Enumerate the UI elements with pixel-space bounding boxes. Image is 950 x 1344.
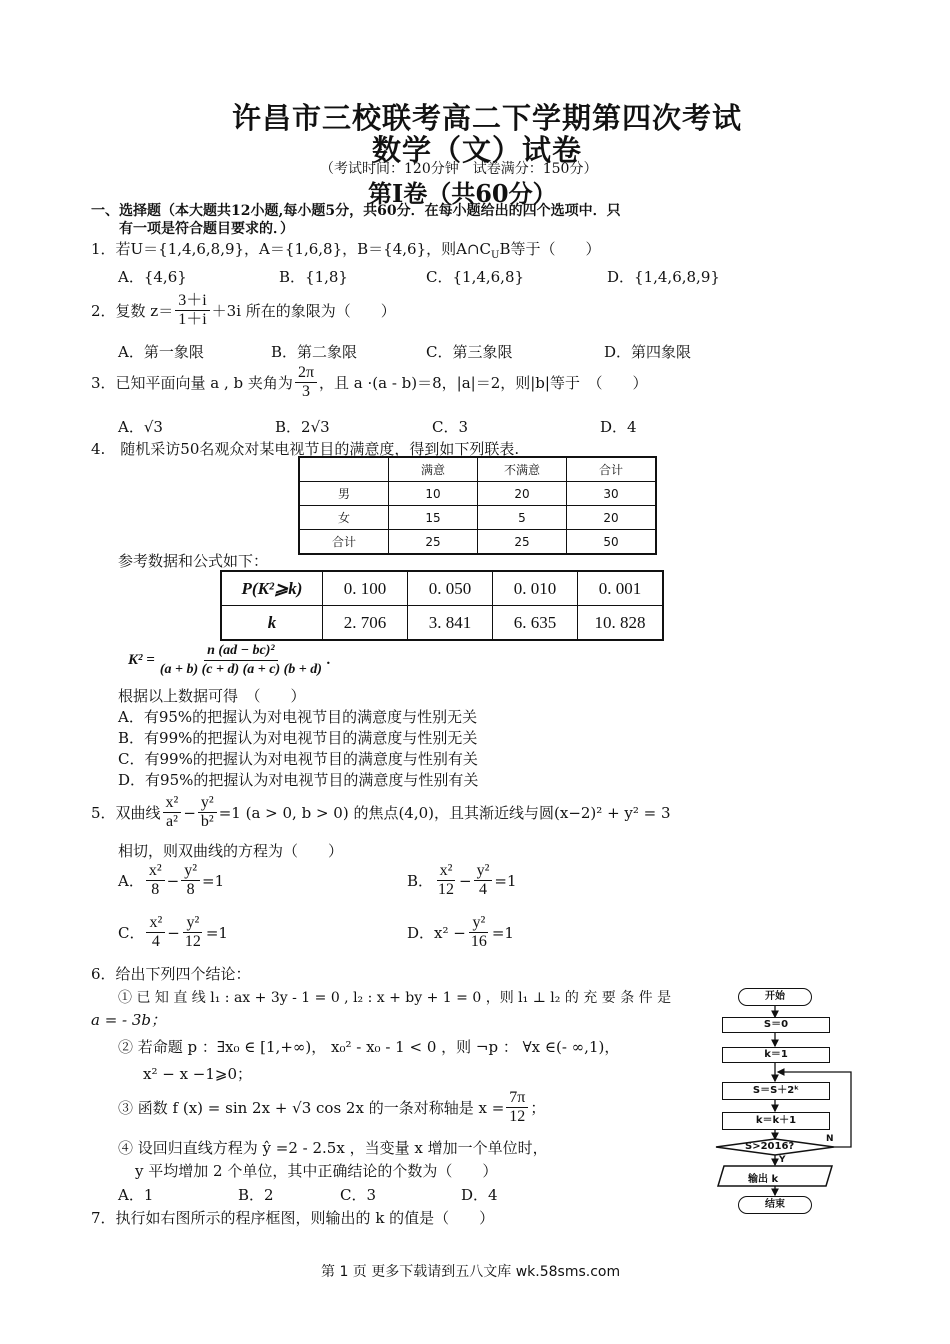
q2-option-c: C．第三象限 [426, 343, 513, 361]
flowchart-init-s: S＝0 [722, 1017, 830, 1033]
table-cell [299, 457, 389, 482]
q6-conclusion-1-line2: a = - 3b； [91, 1011, 167, 1029]
question-5 [91, 794, 671, 831]
table-cell: 女 [299, 506, 389, 530]
frac-num: x² [437, 862, 456, 881]
q6-c3-fraction [506, 1089, 528, 1126]
table-cell: 25 [478, 530, 567, 555]
q6-conclusion-1-line1: ① 已 知 直 线 l₁ : ax + 3y - 1 = 0 , l₂ : x + by + 1 = 0 ，则 l₁ ⊥ l₂ 的 充 要 条 件 是 [118, 990, 672, 1006]
q5-opt-d-label: D．x² − [407, 924, 466, 942]
frac-den: 4 [479, 881, 487, 898]
table-row [299, 482, 656, 506]
page-footer: 第 1 页 更多下载请到五八文库 wk.58sms.com [321, 1264, 621, 1280]
q1-option-a: A．{4,6} [118, 268, 187, 286]
table-row [299, 506, 656, 530]
table-cell: 10. 828 [578, 606, 664, 641]
flowchart-no-label: N [826, 1134, 834, 1144]
table-cell: 2. 706 [323, 606, 408, 641]
q5-opt-a-frac1 [146, 862, 165, 899]
question-3 [91, 364, 647, 401]
exam-info: （考试时间：120分钟 试卷满分：150分） [320, 161, 598, 177]
q4-option-c: C．有99%的把握认为对电视节目的满意度与性别有关 [118, 750, 478, 768]
question-2 [91, 292, 396, 329]
q5-frac-x-num: x² [163, 794, 182, 813]
table-cell: 合计 [567, 457, 657, 482]
q6-option-b: B．2 [238, 1186, 274, 1204]
table-cell: 6. 635 [493, 606, 578, 641]
q5-opt-b-eq: =1 [494, 871, 517, 890]
flowchart-end: 结束 [738, 1196, 812, 1214]
question-4: 4. 随机采访50名观众对某电视节目的满意度，得到如下列联表. [91, 440, 520, 458]
q2-option-a: A．第一象限 [118, 343, 204, 361]
contingency-table [298, 456, 657, 555]
question-6: 6．给出下列四个结论： [91, 965, 251, 983]
q2-option-b: B．第二象限 [271, 343, 358, 361]
frac-den: 8 [151, 881, 160, 898]
q2-fraction [175, 292, 209, 329]
q5-frac-y-den: b² [200, 813, 214, 830]
q5-frac-x [163, 794, 182, 831]
exam-subtitle: 数学（文）试卷 [372, 133, 583, 167]
frac-num: 7π [506, 1089, 528, 1108]
q6-option-d: D．4 [461, 1186, 498, 1204]
table-cell: 20 [478, 482, 567, 506]
frac-num: y² [469, 914, 488, 933]
q6-option-c: C．3 [340, 1186, 377, 1204]
q4-option-a: A．有95%的把握认为对电视节目的满意度与性别无关 [118, 708, 478, 726]
q6-conclusion-3 [118, 1089, 545, 1126]
q5-opt-b-label: B． [407, 872, 434, 890]
table-cell: 30 [567, 482, 657, 506]
q5-minus: − [183, 803, 196, 822]
reference-table [220, 570, 664, 641]
q2-den: 1＋i [178, 311, 207, 328]
part1-instructions-line1: 一、选择题（本大题共12小题,每小题5分，共60分．在每小题给出的四个选项中．只 [91, 203, 621, 219]
q3-option-d: D．4 [600, 418, 637, 436]
q3-stem-pre: 3．已知平面向量 a , b 夹角为 [91, 374, 293, 392]
q5-opt-c-minus: − [167, 923, 180, 942]
table-cell: 0. 010 [493, 571, 578, 606]
formula-den: (a + b) (c + d) (a + c) (b + d) [159, 662, 322, 677]
table-cell: 0. 100 [323, 571, 408, 606]
table-cell: k [221, 606, 323, 641]
table-cell: 满意 [389, 457, 478, 482]
q5-opt-c-frac2 [182, 914, 204, 951]
q4-question: 根据以上数据可得 （ ） [118, 687, 306, 705]
table-cell: 不满意 [478, 457, 567, 482]
q5-opt-d-eq: =1 [491, 923, 514, 942]
q6-conclusion-2-line1: ② 若命题 p ：∃x₀ ∈ [1,+∞)， x₀² - x₀ - 1 < 0 ，则 ¬p ： ∀x ∈(- ∞,1)， [118, 1038, 620, 1056]
section-heading: 第Ⅰ卷（共60分） [368, 179, 557, 208]
q6-conclusion-2-line2: x² − x −1⩾0； [143, 1065, 253, 1083]
q5-stem-pre: 5．双曲线 [91, 804, 161, 822]
q2-stem-post: ＋3i 所在的象限为（ ） [211, 302, 396, 320]
q6-c3-pre: ③ 函数 f (x) = sin 2x + √3 cos 2x 的一条对称轴是 x = [118, 1099, 505, 1117]
flowchart-yes-label: Y [779, 1155, 786, 1165]
q4-option-b: B．有99%的把握认为对电视节目的满意度与性别无关 [118, 729, 478, 747]
q3-option-b: B．2√3 [275, 418, 330, 436]
part1-instructions-line2: 有一项是符合题目要求的．） [119, 221, 294, 237]
table-cell: 3. 841 [408, 606, 493, 641]
q6-c3-post: ； [530, 1099, 546, 1117]
table-row [221, 606, 663, 641]
table-cell: 10 [389, 482, 478, 506]
q4-option-d: D．有95%的把握认为对电视节目的满意度与性别有关 [118, 771, 479, 789]
table-cell: 0. 050 [408, 571, 493, 606]
q5-stem-post: =1 (a > 0, b > 0) 的焦点(4,0)，且其渐近线与圆(x−2)² + y² = 3 [218, 804, 671, 822]
flowchart-init-k: k＝1 [722, 1047, 830, 1063]
table-cell: 25 [389, 530, 478, 555]
q5-opt-c-frac1 [146, 914, 165, 951]
q5-opt-c-eq: =1 [205, 923, 228, 942]
q3-fraction [295, 364, 317, 401]
table-cell: 合计 [299, 530, 389, 555]
frac-num: x² [146, 914, 165, 933]
q5-option-d [407, 914, 514, 951]
flowchart-lines [700, 980, 870, 1220]
frac-num: y² [474, 862, 493, 881]
q5-option-a [118, 862, 224, 899]
q3-den: 3 [301, 383, 310, 400]
q5-frac-x-den: a² [165, 813, 178, 830]
q2-stem-pre: 2．复数 z＝ [91, 302, 174, 320]
table-cell: 男 [299, 482, 389, 506]
formula-fraction [157, 642, 325, 679]
q5-opt-c-label: C． [118, 924, 145, 942]
q6-conclusion-4-line2: y 平均增加 2 个单位，其中正确结论的个数为（ ） [135, 1162, 498, 1180]
q2-num: 3＋i [175, 292, 209, 311]
question-7: 7．执行如右图所示的程序框图，则输出的 k 的值是（ ） [91, 1209, 495, 1227]
table-row [221, 571, 663, 606]
k-squared-formula [128, 642, 331, 679]
table-cell: 20 [567, 506, 657, 530]
flowchart-update-s: S＝S＋2ᵏ [722, 1082, 830, 1100]
table-cell: 50 [567, 530, 657, 555]
q5-opt-a-minus: − [166, 871, 180, 890]
q3-option-a: A．√3 [118, 418, 163, 436]
table-cell: 5 [478, 506, 567, 530]
frac-num: y² [181, 862, 200, 881]
q5-opt-b-frac1 [435, 862, 457, 899]
table-header-row [299, 457, 656, 482]
frac-den: 16 [470, 933, 487, 950]
flowchart-update-k: k＝k＋1 [722, 1112, 830, 1130]
table-cell: 0. 001 [578, 571, 664, 606]
frac-den: 12 [438, 881, 455, 898]
q5-opt-a-frac2 [181, 862, 200, 899]
q5-opt-b-minus: − [459, 871, 472, 890]
q5-line2: 相切，则双曲线的方程为（ ） [118, 842, 344, 860]
formula-end: . [326, 652, 331, 668]
flowchart-output: 输出 k [748, 1174, 779, 1185]
q1-subscript: U [491, 250, 500, 261]
q2-option-d: D．第四象限 [604, 343, 692, 361]
q5-opt-b-frac2 [474, 862, 493, 899]
formula-num: n (ad − bc)² [204, 642, 278, 661]
frac-den: 4 [151, 933, 160, 950]
question-1 [91, 238, 600, 261]
q1-stem: 1．若U＝{1,4,6,8,9}，A＝{1,6,8}，B＝{4,6}，则A∩C [91, 240, 491, 258]
q5-option-c [118, 914, 228, 951]
q5-opt-a-eq: =1 [202, 871, 225, 890]
reference-label: 参考数据和公式如下： [118, 552, 269, 570]
exam-title: 许昌市三校联考高二下学期第四次考试 [232, 101, 743, 135]
flowchart-condition: S>2016? [745, 1141, 795, 1152]
q3-option-c: C．3 [432, 418, 469, 436]
q5-opt-d-frac [468, 914, 490, 951]
formula-lhs: K² = [128, 652, 155, 668]
frac-den: 12 [184, 933, 201, 950]
q1-stem-end: B等于（ ） [499, 240, 601, 258]
q1-option-b: B．{1,8} [279, 268, 348, 286]
q5-frac-y [198, 794, 217, 831]
q5-frac-y-num: y² [198, 794, 217, 813]
q5-option-b [407, 862, 517, 899]
table-cell: P(K²⩾k) [221, 571, 323, 606]
table-cell: 15 [389, 506, 478, 530]
q3-stem-post: ，且 a ·(a - b)＝8，|a|＝2，则|b|等于 （ ） [319, 374, 648, 392]
q6-option-a: A．1 [118, 1186, 154, 1204]
frac-num: y² [183, 914, 202, 933]
frac-num: x² [146, 862, 165, 881]
q1-option-d: D．{1,4,6,8,9} [607, 268, 720, 286]
table-row [299, 530, 656, 555]
q6-conclusion-4-line1: ④ 设回归直线方程为 ŷ =2 - 2.5x ，当变量 x 增加一个单位时， [118, 1139, 548, 1157]
q3-num: 2π [295, 364, 317, 383]
q1-option-c: C．{1,4,6,8} [426, 268, 525, 286]
frac-den: 8 [186, 881, 195, 898]
frac-den: 12 [509, 1108, 526, 1125]
q5-opt-a-label: A． [118, 872, 144, 890]
flowchart-start: 开始 [738, 988, 812, 1006]
